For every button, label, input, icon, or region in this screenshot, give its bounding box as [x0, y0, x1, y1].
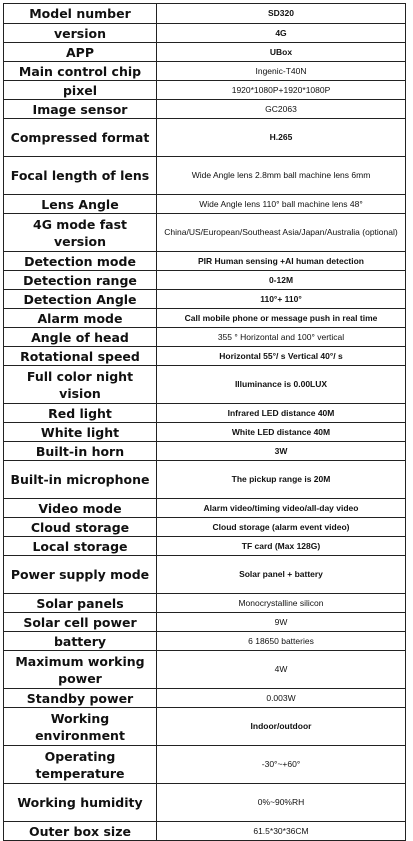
spec-label: Lens Angle	[4, 195, 157, 214]
spec-label: Working humidity	[4, 784, 157, 822]
spec-label: Main control chip	[4, 62, 157, 81]
table-row	[4, 157, 406, 195]
table-row	[4, 556, 406, 594]
spec-value: H.265	[157, 119, 406, 157]
spec-value: UBox	[157, 43, 406, 62]
table-row	[4, 328, 406, 347]
spec-value: -30°~+60°	[157, 746, 406, 784]
spec-value: Monocrystalline silicon	[157, 594, 406, 613]
spec-sheet	[3, 3, 406, 839]
spec-label: Detection mode	[4, 252, 157, 271]
table-row	[4, 423, 406, 442]
table-row	[4, 518, 406, 537]
table-row	[4, 784, 406, 822]
spec-label: Angle of head	[4, 328, 157, 347]
spec-value: Wide Angle lens 110° ball machine lens 48°	[157, 195, 406, 214]
spec-label: Built-in horn	[4, 442, 157, 461]
spec-value: Alarm video/timing video/all-day video	[157, 499, 406, 518]
table-row	[4, 309, 406, 328]
table-row	[4, 271, 406, 290]
spec-label: Solar cell power	[4, 613, 157, 632]
spec-value: 0-12M	[157, 271, 406, 290]
spec-label: Built-in microphone	[4, 461, 157, 499]
spec-value: 3W	[157, 442, 406, 461]
spec-value: 355 ° Horizontal and 100° vertical	[157, 328, 406, 347]
spec-value: Infrared LED distance 40M	[157, 404, 406, 423]
table-row	[4, 81, 406, 100]
spec-label: version	[4, 24, 157, 43]
spec-label: Detection range	[4, 271, 157, 290]
spec-label: pixel	[4, 81, 157, 100]
spec-value: China/US/European/Southeast Asia/Japan/Australia (optional)	[157, 214, 406, 252]
spec-table	[3, 3, 406, 841]
spec-label: Full color night vision	[4, 366, 157, 404]
spec-value: White LED distance 40M	[157, 423, 406, 442]
spec-value: GC2063	[157, 100, 406, 119]
spec-label: Compressed format	[4, 119, 157, 157]
table-row	[4, 442, 406, 461]
spec-label: Alarm mode	[4, 309, 157, 328]
table-row	[4, 24, 406, 43]
spec-label: APP	[4, 43, 157, 62]
spec-label: Solar panels	[4, 594, 157, 613]
table-row	[4, 214, 406, 252]
table-row	[4, 195, 406, 214]
table-row	[4, 689, 406, 708]
spec-value: Solar panel + battery	[157, 556, 406, 594]
table-row	[4, 290, 406, 309]
spec-label: Operating temperature	[4, 746, 157, 784]
spec-label: Red light	[4, 404, 157, 423]
spec-value: 61.5*30*36CM	[157, 822, 406, 841]
spec-value: 4W	[157, 651, 406, 689]
table-row	[4, 651, 406, 689]
spec-label: Maximum working power	[4, 651, 157, 689]
spec-value: 0.003W	[157, 689, 406, 708]
spec-value: Illuminance is 0.00LUX	[157, 366, 406, 404]
table-row	[4, 404, 406, 423]
spec-label: Video mode	[4, 499, 157, 518]
spec-label: Power supply mode	[4, 556, 157, 594]
table-row	[4, 100, 406, 119]
spec-value: The pickup range is 20M	[157, 461, 406, 499]
spec-value: Indoor/outdoor	[157, 708, 406, 746]
spec-value: SD320	[157, 4, 406, 24]
spec-label: battery	[4, 632, 157, 651]
table-row	[4, 537, 406, 556]
spec-value: Wide Angle lens 2.8mm ball machine lens 6mm	[157, 157, 406, 195]
table-row	[4, 822, 406, 841]
spec-value: 110°+ 110°	[157, 290, 406, 309]
spec-value: TF card (Max 128G)	[157, 537, 406, 556]
table-row	[4, 708, 406, 746]
table-row	[4, 4, 406, 24]
spec-label: Image sensor	[4, 100, 157, 119]
table-row	[4, 43, 406, 62]
table-row	[4, 632, 406, 651]
spec-value: Horizontal 55°/ s Vertical 40°/ s	[157, 347, 406, 366]
table-row	[4, 366, 406, 404]
table-row	[4, 746, 406, 784]
table-row	[4, 594, 406, 613]
table-row	[4, 119, 406, 157]
spec-value: PIR Human sensing +AI human detection	[157, 252, 406, 271]
spec-value: 1920*1080P+1920*1080P	[157, 81, 406, 100]
spec-value: Call mobile phone or message push in real time	[157, 309, 406, 328]
spec-label: Model number	[4, 4, 157, 24]
spec-label: Standby power	[4, 689, 157, 708]
spec-label: Working environment	[4, 708, 157, 746]
spec-value: 4G	[157, 24, 406, 43]
spec-value: 9W	[157, 613, 406, 632]
spec-label: Detection Angle	[4, 290, 157, 309]
spec-label: Rotational speed	[4, 347, 157, 366]
table-row	[4, 461, 406, 499]
table-row	[4, 252, 406, 271]
spec-value: 0%~90%RH	[157, 784, 406, 822]
spec-label: Outer box size	[4, 822, 157, 841]
spec-value: Cloud storage (alarm event video)	[157, 518, 406, 537]
spec-label: Focal length of lens	[4, 157, 157, 195]
spec-value: Ingenic-T40N	[157, 62, 406, 81]
table-row	[4, 499, 406, 518]
table-row	[4, 347, 406, 366]
table-row	[4, 613, 406, 632]
spec-value: 6 18650 batteries	[157, 632, 406, 651]
spec-label: Cloud storage	[4, 518, 157, 537]
table-row	[4, 62, 406, 81]
spec-label: Local storage	[4, 537, 157, 556]
spec-label: 4G mode fast version	[4, 214, 157, 252]
spec-label: White light	[4, 423, 157, 442]
